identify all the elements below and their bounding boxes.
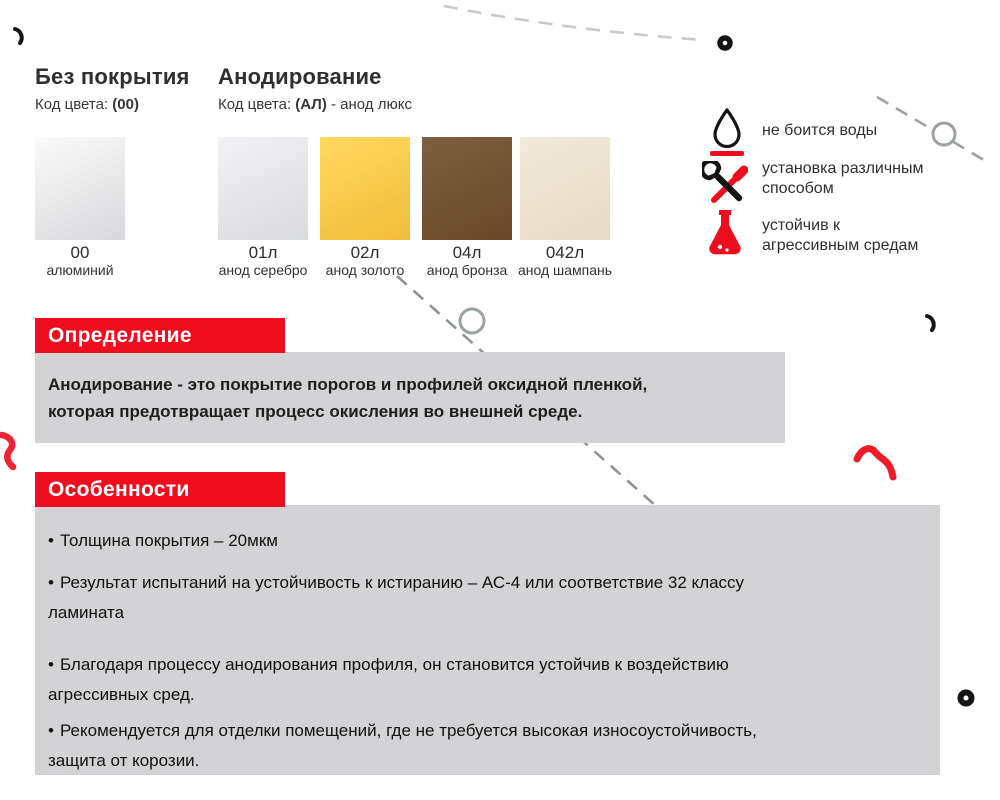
bullet-dot: • [48, 721, 54, 740]
bullet-dot: • [48, 655, 54, 674]
swatch-042l [517, 137, 613, 278]
feature-text2: агрессивных сред. [48, 685, 195, 704]
definition-heading: Определение [48, 323, 192, 347]
feature-text: Толщина покрытия – 20мкм [59, 531, 278, 550]
dot-marker-bottom-right [961, 693, 972, 704]
uncoated-code [35, 96, 190, 113]
definition-body [35, 352, 785, 425]
benefit-install [762, 159, 924, 199]
swatch-code: 04л [452, 243, 482, 262]
swatch-name: анод шампань [517, 262, 613, 278]
features-list [35, 505, 940, 776]
feature-bullet [48, 650, 926, 710]
swatch-code: 01л [248, 243, 278, 262]
swatch-label [326, 244, 405, 279]
anodized-title: Анодирование [218, 64, 382, 89]
feature-text2: защита от корозии. [48, 751, 200, 770]
anodized-code-value: (АЛ) [295, 96, 327, 113]
tools-icon [702, 161, 748, 207]
feature-text: Благодаря процессу анодирования профиля, он становится устойчив к воздействию [59, 655, 729, 674]
circle-marker-right [933, 123, 955, 145]
swatch-name: алюминий [46, 262, 114, 278]
dashed-line-right [877, 97, 989, 163]
squiggle-left [2, 435, 13, 467]
benefit-install-text: установка различным [762, 160, 924, 177]
anodized-header [218, 64, 412, 113]
bullet-dot: • [48, 531, 54, 550]
swatch-label [518, 244, 612, 279]
benefit-resist-text: устойчив к [762, 217, 841, 234]
swatch-code: 00 [70, 243, 90, 262]
uncoated-title: Без покрытия [35, 64, 190, 89]
dot-marker-top [720, 38, 730, 48]
dashed-line-top [444, 6, 703, 40]
swatch-01l [218, 137, 308, 278]
swatch-02l [320, 137, 410, 278]
circle-marker-middle [460, 309, 484, 333]
swatch-00 [35, 137, 125, 278]
feature-bullet [48, 568, 926, 628]
crescent-marker-top-left [15, 29, 22, 43]
swatch-label [219, 244, 308, 279]
benefit-resist [762, 216, 918, 256]
swatch-name: анод серебро [218, 262, 308, 278]
definition-line: Анодирование - это покрытие порогов и профилей оксидной пленкой, [48, 375, 648, 394]
features-banner [35, 472, 285, 507]
swatch-04l [422, 137, 512, 278]
swatch-code: 02л [350, 243, 380, 262]
squiggle-right [857, 449, 893, 477]
anodized-code-suffix: - анод люкс [326, 96, 412, 113]
benefit-water [762, 121, 877, 141]
definition-banner [35, 318, 285, 353]
feature-text2: ламината [48, 603, 125, 622]
feature-bullet [48, 716, 926, 776]
bullet-dot: • [48, 573, 54, 592]
feature-text: Результат испытаний на устойчивость к истиранию – АС-4 или соответствие 32 классу [59, 573, 745, 592]
uncoated-code-prefix: Код цвета: [35, 96, 113, 113]
swatch-name: анод бронза [426, 262, 508, 278]
water-drop-icon [710, 107, 744, 157]
features-heading: Особенности [48, 477, 190, 501]
swatch-label [427, 244, 508, 279]
uncoated-code-value: (00) [112, 96, 139, 113]
crescent-marker-right [927, 316, 934, 330]
feature-bullet [48, 526, 926, 556]
swatch-name: анод золото [325, 262, 405, 278]
benefit-water-text: не боится воды [762, 122, 878, 139]
anodized-code [218, 96, 412, 113]
anodized-code-prefix: Код цвета: [218, 96, 296, 113]
benefit-resist-text2: агрессивным средам [762, 237, 919, 254]
flask-icon [706, 209, 744, 257]
swatch-label [46, 244, 113, 279]
swatch-code: 042л [545, 243, 585, 262]
feature-text: Рекомендуется для отделки помещений, где не требуется высокая износоустойчивость, [59, 721, 757, 740]
definition-line: которая предотвращает процесс окисления во внешней среде. [48, 402, 583, 421]
features-box [35, 505, 940, 775]
definition-box [35, 352, 785, 443]
uncoated-header [35, 64, 190, 113]
benefit-install-text2: способом [762, 180, 834, 197]
